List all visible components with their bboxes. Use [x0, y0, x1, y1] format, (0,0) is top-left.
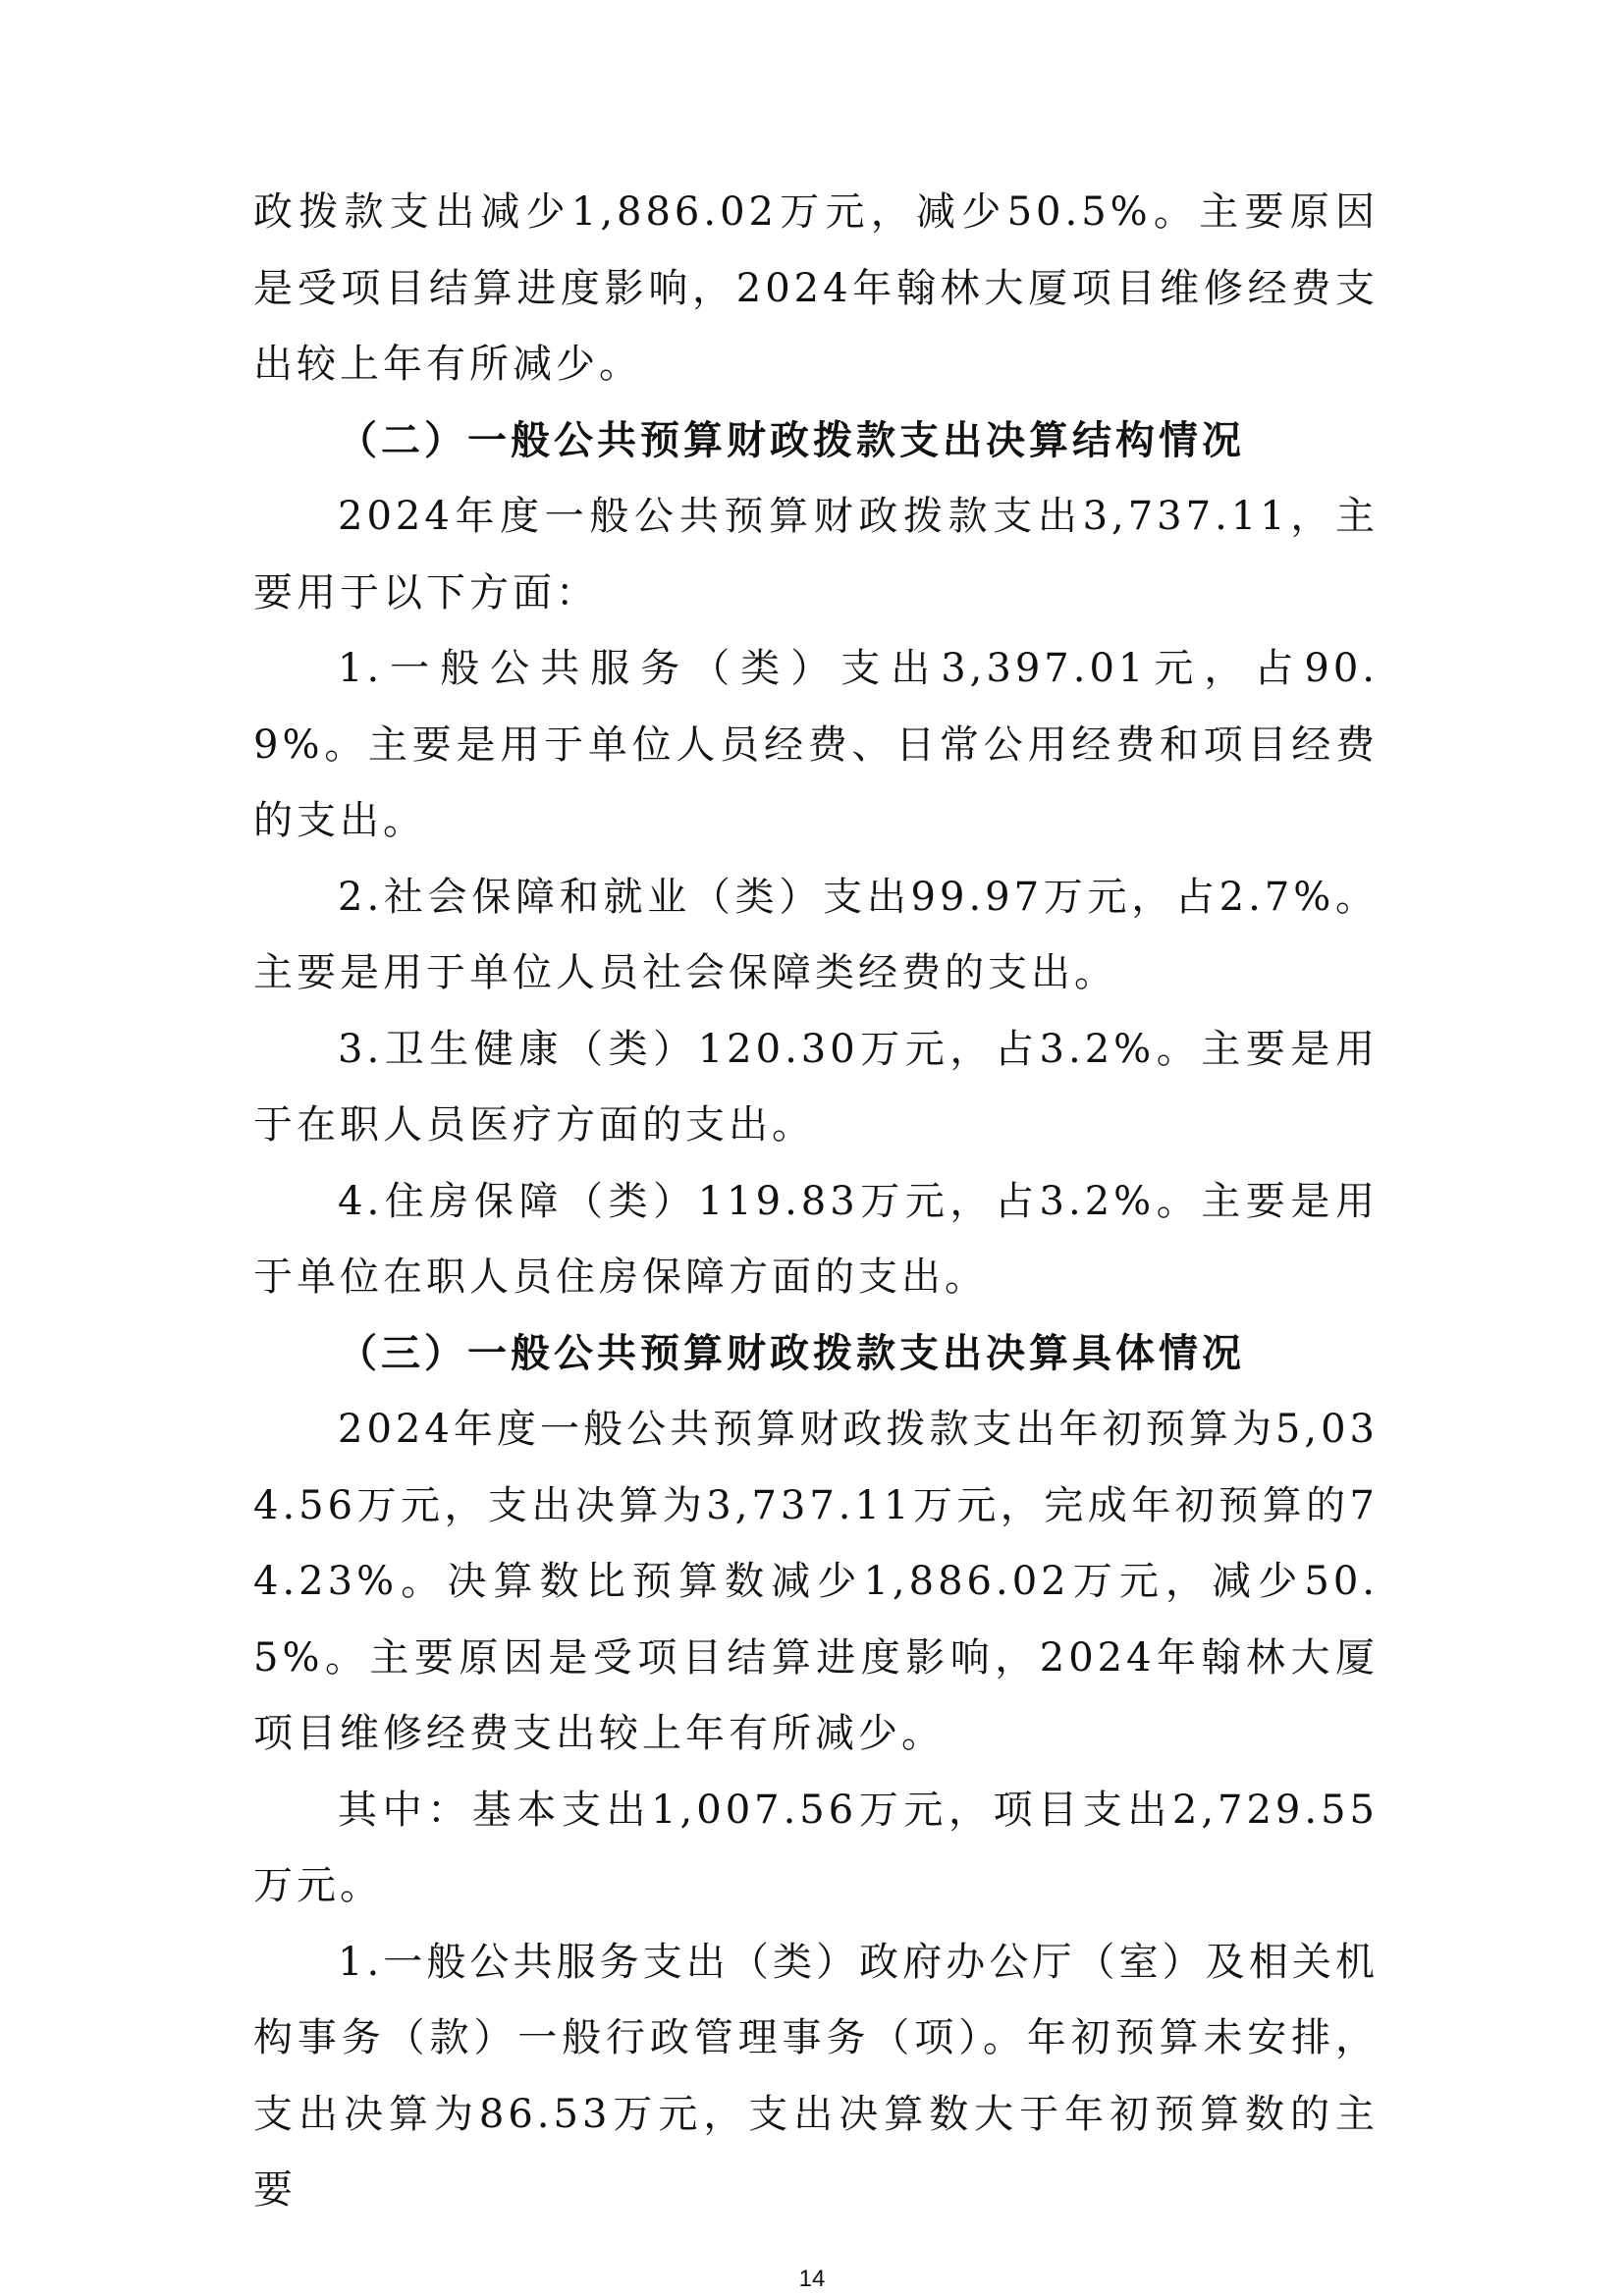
paragraph-detail-item-1: 1.一般公共服务支出（类）政府办公厅（室）及相关机构事务（款）一般行政管理事务（项）。年初预算未安排，支出决算为86.53万元，支出决算数大于年初预算数的主要 [253, 1939, 1379, 2213]
paragraph-budget-details: 2024年度一般公共预算财政拨款支出年初预算为5,034.56万元，支出决算为3,737.11万元，完成年初预算的74.23%。决算数比预算数减少1,886.02万元，减少50.5%。主要原因是受项目结算进度影响，2024年翰林大厦项目维修经费支出较上年有所减少。 [253, 1407, 1379, 1756]
paragraph-item-general-public-services: 1.一般公共服务（类）支出3,397.01元，占90.9%。主要是用于单位人员经费、日常公用经费和项目经费的支出。 [253, 646, 1379, 843]
paragraph-item-social-security: 2.社会保障和就业（类）支出99.97万元，占2.7%。主要是用于单位人员社会保障类经费的支出。 [253, 874, 1379, 995]
section-heading-details: （三）一般公共预算财政拨款支出决算具体情况 [338, 1330, 1245, 1376]
paragraph-item-health: 3.卫生健康（类）120.30万元，占3.2%。主要是用于在职人员医疗方面的支出。 [253, 1026, 1379, 1148]
paragraph-continuation: 政拨款支出减少1,886.02万元，减少50.5%。主要原因是受项目结算进度影响，2024年翰林大厦项目维修经费支出较上年有所减少。 [253, 189, 1379, 387]
page-number: 14 [798, 2266, 826, 2292]
paragraph-total-expenditure: 2024年度一般公共预算财政拨款支出3,737.11，主要用于以下方面： [253, 494, 1379, 615]
paragraph-basic-and-project: 其中：基本支出1,007.56万元，项目支出2,729.55万元。 [253, 1787, 1379, 1908]
section-heading-structure: （二）一般公共预算财政拨款支出决算结构情况 [338, 417, 1245, 463]
document-body [253, 175, 1379, 2229]
paragraph-item-housing: 4.住房保障（类）119.83万元，占3.2%。主要是用于单位在职人员住房保障方面的支出。 [253, 1178, 1379, 1300]
